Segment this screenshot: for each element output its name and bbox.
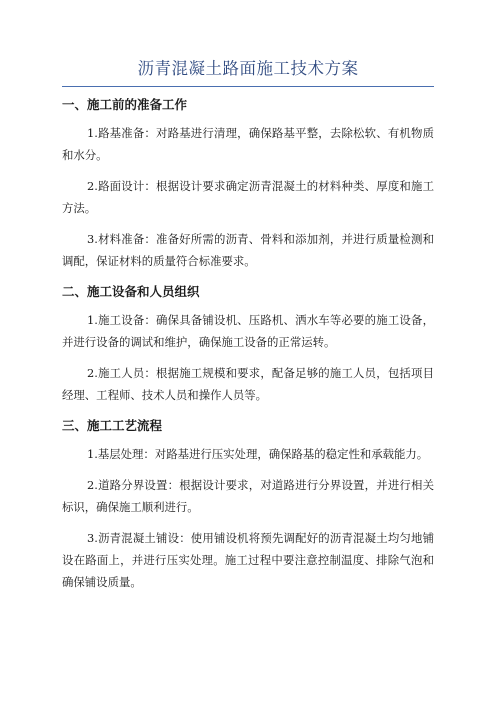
paragraph: 3.沥青混凝土铺设：使用铺设机将预先调配好的沥青混凝土均匀地铺设在路面上，并进行压实处理。施工过程中要注意控制温度、排除气泡和确保铺设质量。 (62, 531, 434, 589)
title-underline (62, 86, 434, 87)
section-heading: 三、施工工艺流程 (62, 418, 163, 433)
section-heading: 二、施工设备和人员组织 (62, 284, 200, 299)
document-body (62, 97, 434, 593)
paragraph: 3.材料准备：准备好所需的沥青、骨料和添加剂，并进行质量检测和调配，保证材料的质量符合标准要求。 (62, 232, 434, 268)
paragraph: 1.基层处理：对路基进行压实处理，确保路基的稳定性和承载能力。 (87, 447, 429, 461)
paragraph: 1.路基准备：对路基进行清理，确保路基平整，去除松软、有机物质和水分。 (62, 126, 434, 162)
document-title: 沥青混凝土路面施工技术方案 (137, 59, 359, 78)
paragraph: 2.道路分界设置：根据设计要求，对道路进行分界设置，并进行相关标识，确保施工顺利进行。 (62, 478, 434, 514)
paragraph: 2.施工人员：根据施工规模和要求，配备足够的施工人员，包括项目经理、工程师、技术人员和操作人员等。 (62, 366, 434, 402)
paragraph: 1.施工设备：确保具备铺设机、压路机、洒水车等必要的施工设备，并进行设备的调试和维护，确保施工设备的正常运转。 (62, 313, 434, 349)
section-heading: 一、施工前的准备工作 (62, 97, 188, 112)
paragraph: 2.路面设计：根据设计要求确定沥青混凝土的材料种类、厚度和施工方法。 (62, 179, 434, 215)
